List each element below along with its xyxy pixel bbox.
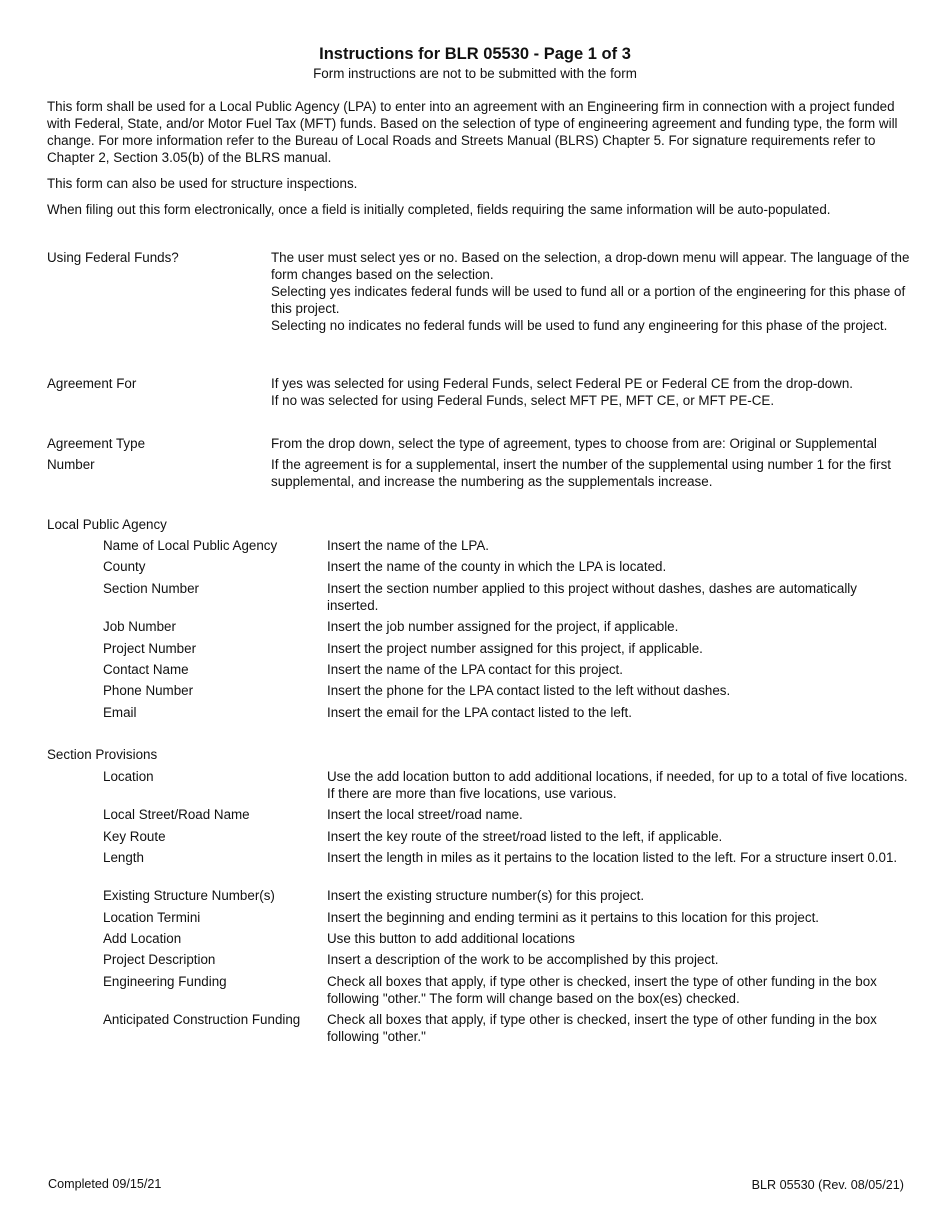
page-subtitle: Form instructions are not to be submitted with the form (313, 66, 637, 81)
field-label: Number (47, 457, 95, 472)
field-label: Location Termini (103, 910, 201, 925)
field-label: Project Number (103, 641, 197, 656)
field-instruction: Insert the email for the LPA contact listed to the left. (327, 705, 632, 720)
field-label: County (103, 559, 146, 574)
field-label: Engineering Funding (103, 974, 227, 989)
field-instruction: Insert the local street/road name. (327, 807, 523, 822)
field-instruction: Insert the phone for the LPA contact listed to the left without dashes. (327, 683, 731, 698)
field-instruction: Check all boxes that apply, if type other is checked, insert the type of other funding in the box following "other." (327, 1012, 877, 1044)
field-instruction: Insert the name of the LPA contact for this project. (327, 662, 623, 677)
field-label: Project Description (103, 952, 216, 967)
field-instruction: If the agreement is for a supplemental, insert the number of the supplemental using number 1 for the first supplemental, and increase the numbering as the supplementals increase. (271, 457, 892, 489)
section-heading: Local Public Agency (47, 517, 167, 532)
field-instruction: If yes was selected for using Federal Funds, select Federal PE or Federal CE from the drop-down. If no was selected for using Federal Funds, select MFT PE, MFT CE, or MFT PE-CE. (271, 376, 854, 408)
field-label: Agreement For (47, 376, 137, 391)
field-label: Length (103, 850, 144, 865)
field-instruction: Insert the section number applied to this project without dashes, dashes are automatically inserted. (327, 581, 857, 613)
field-instruction: Check all boxes that apply, if type other is checked, insert the type of other funding in the box following "other." The form will change based on the box(es) checked. (327, 974, 877, 1006)
section-heading: Section Provisions (47, 747, 158, 762)
field-instruction: From the drop down, select the type of agreement, types to choose from are: Original or Supplemental (271, 436, 877, 451)
field-instruction: Insert the name of the county in which the LPA is located. (327, 559, 667, 574)
field-label: Section Number (103, 581, 200, 596)
field-label: Contact Name (103, 662, 189, 677)
field-label: Anticipated Construction Funding (103, 1012, 301, 1027)
field-instruction: Insert a description of the work to be accomplished by this project. (327, 952, 719, 967)
field-instruction: Use this button to add additional locations (327, 931, 575, 946)
field-label: Name of Local Public Agency (103, 538, 278, 553)
completed-date: Completed 09/15/21 (48, 1177, 162, 1191)
field-instruction: Insert the length in miles as it pertains to the location listed to the left. For a structure insert 0.01. (327, 850, 898, 865)
field-instruction: Insert the existing structure number(s) for this project. (327, 888, 645, 903)
field-instruction: Insert the project number assigned for this project, if applicable. (327, 641, 703, 656)
field-label: Existing Structure Number(s) (103, 888, 275, 903)
field-label: Using Federal Funds? (47, 250, 179, 265)
form-revision: BLR 05530 (Rev. 08/05/21) (751, 1178, 904, 1192)
field-label: Email (103, 705, 137, 720)
page-title: Instructions for BLR 05530 - Page 1 of 3 (319, 45, 631, 63)
intro-paragraph: This form can also be used for structure inspections. (47, 176, 358, 191)
intro-section (47, 98, 907, 223)
field-label: Location (103, 769, 154, 784)
field-instruction: Use the add location button to add additional locations, if needed, for up to a total of five locations. If there are more than five locations, use various. (327, 769, 908, 801)
field-instruction: Insert the name of the LPA. (327, 538, 490, 553)
field-instruction: Insert the key route of the street/road listed to the left, if applicable. (327, 829, 723, 844)
field-label: Add Location (103, 931, 182, 946)
field-instruction: The user must select yes or no. Based on the selection, a drop-down menu will appear. The language of the form changes based on the selection. Selecting yes indicates federal funds will be used to fund all or a portion of the engineering for this phase of this project. Selecting no indicates no federal funds will be used to fund any engineering for this phase of the project. (271, 250, 910, 333)
field-label: Local Street/Road Name (103, 807, 250, 822)
field-label: Key Route (103, 829, 166, 844)
intro-paragraph: This form shall be used for a Local Public Agency (LPA) to enter into an agreement with an Engineering firm in connection with a project funded with Federal, State, and/or Motor Fuel Tax (MFT) funds. Based on the selection of type of engineering agreement and funding type, the form will change. For more information refer to the Bureau of Local Roads and Streets Manual (BLRS) Chapter 5. For signature requirements refer to Chapter 2, Section 3.05(b) of the BLRS manual. (47, 99, 898, 165)
field-label: Agreement Type (47, 436, 146, 451)
field-instruction: Insert the beginning and ending termini as it pertains to this location for this project. (327, 910, 820, 925)
intro-paragraph: When filing out this form electronically, once a field is initially completed, fields requiring the same information will be auto-populated. (47, 202, 831, 217)
field-label: Phone Number (103, 683, 194, 698)
field-instruction: Insert the job number assigned for the project, if applicable. (327, 619, 679, 634)
field-label: Job Number (103, 619, 176, 634)
